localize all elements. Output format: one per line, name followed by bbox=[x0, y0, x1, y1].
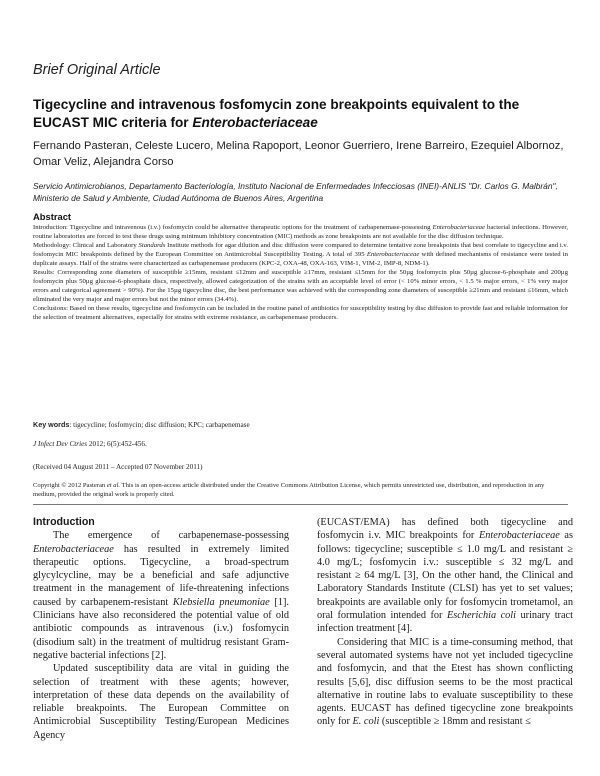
body-text: The emergence of carbapenemase-possessing bbox=[53, 530, 289, 542]
body-text: (susceptible ≥ 18mm and resistant ≤ bbox=[379, 716, 531, 728]
body-text: has resulted in extremely limited therapeutic options. Tigecycline, a broad-spectrum glycylcycline, may be a beneficial and safe adjunctive treatment in the management of life-threatening infections caused by carbapenem-resistant bbox=[33, 543, 289, 608]
abstract-text: with defined mechanisms of resistance were tested in duplicate assays. Half of the strains were characterized as carbapenemase producers (KPC-2, OXA-48, OXA-163, VIM-1, VIM-2, IMP-8, NDM-1). bbox=[33, 250, 569, 267]
body-paragraph bbox=[317, 516, 573, 636]
title-text: Tigecycline and intravenous fosfomycin zone breakpoints equivalent to the EUCAST MIC criteria for bbox=[33, 97, 520, 130]
organism-name: Enterobacteriaceae bbox=[33, 543, 114, 555]
abstract-body bbox=[33, 224, 568, 322]
keywords-label: Key words bbox=[33, 420, 70, 429]
abstract-text: Introduction: Tigecycline and intravenous (i.v.) fosfomycin could be alternative therapeutic options for the treatment of carbapenemase-possessing bbox=[33, 224, 433, 231]
copyright-text: et al. bbox=[106, 482, 121, 489]
journal-name: J Infect Dev Ctries bbox=[33, 440, 88, 448]
body-paragraph bbox=[317, 636, 573, 729]
title-organism: Enterobacteriaceae bbox=[192, 115, 318, 130]
organism-name: Enterobacteriaceae bbox=[366, 250, 420, 258]
introduction-heading: Introduction bbox=[33, 516, 95, 528]
copyright-text: Copyright © 2012 Pasteran bbox=[33, 482, 107, 489]
organism-name: Klebsiella pneumoniae bbox=[172, 596, 270, 608]
keywords-text: : tigecycline; fosfomycin; disc diffusion; KPC; carbapenemase bbox=[69, 421, 250, 429]
keywords bbox=[33, 420, 568, 429]
article-type-label: Brief Original Article bbox=[33, 62, 161, 78]
organism-name: E. coli bbox=[352, 716, 380, 728]
abstract-methodology bbox=[33, 242, 568, 269]
section-divider bbox=[33, 504, 568, 505]
body-text: Considering that MIC is a time-consuming method, that several automated systems have not yet included tigecycline and fosfomycin, and that the Etest has shown conflicting results [5,6], disc diffusion seems to be the most practical alternative in routine labs to evaluate susceptibility to these agents. EUCAST has defined tigecycline zone breakpoints only for bbox=[317, 636, 573, 728]
abstract-text: bacterial infections. However, routine laboratories are forced to test these drugs using minimum inhibitory concentration (MIC) methods as zone breakpoints are not available for the disc diffusion technique. bbox=[33, 224, 568, 240]
received-dates: (Received 04 August 2011 – Accepted 07 November 2011) bbox=[33, 463, 203, 471]
citation-details: 2012; 6(5):452-456. bbox=[87, 440, 147, 448]
article-title bbox=[33, 96, 568, 132]
copyright-notice bbox=[33, 481, 568, 499]
abstract-heading: Abstract bbox=[33, 211, 72, 222]
organism-name: Enterobacteriaceae bbox=[478, 530, 560, 542]
author-list: Fernando Pasteran, Celeste Lucero, Melina Rapoport, Leonor Guerriero, Irene Barreiro, Ezequiel Albornoz, Omar Veliz, Alejandra Corso bbox=[33, 140, 564, 168]
body-text: [1]. Clinicians have also reconsidered the potential value of old antibiotic compounds as intravenous (i.v.) fosfomycin (disodium salt) in the treatment of multidrug resistant Gram-negative bacterial infections [2]. bbox=[33, 596, 290, 661]
body-paragraph bbox=[33, 529, 289, 662]
body-paragraph: Updated susceptibility data are vital in guiding the selection of treatment with these agents; however, interpretation of these data depends on the availability of reliable breakpoints. The European Committee on Antimicrobial Susceptibility Testing/European Medicines Agency bbox=[33, 663, 289, 741]
body-text: as follows: tigecycline; susceptible ≤ 1.0 mg/L and resistant ≥ 4.0 mg/L; fosfomycin i.v.: susceptible ≤ 32 mg/L and resistant ≥ 64 mg/L [3], On the other hand, the Clinical and Laboratory Standards Institute (CLSI) has yet to set values; breakpoints are available only for fosfomycin trometamol, an oral formulation intended for bbox=[317, 530, 573, 622]
organism-name: Enterobacteriaceae bbox=[432, 224, 485, 231]
abstract-conclusions: Conclusions: Based on these results, tigecycline and fosfomycin can be included in the routine panel of antibiotics for susceptibility testing by disc diffusion to provide fast and reliable information for the selection of treatment alternatives, especially for strains with extreme resistance, as carbapenemase producers. bbox=[33, 304, 568, 321]
body-column-left bbox=[33, 516, 289, 742]
journal-citation bbox=[33, 440, 147, 448]
organism-name: Escherichia coli bbox=[446, 610, 517, 622]
abstract-text: Methodology: Clinical and Laboratory bbox=[33, 241, 139, 249]
body-text: (EUCAST/EMA) has defined both tigecycline and fosfomycin i.v. MIC breakpoints for bbox=[317, 517, 573, 542]
abstract-text: Institute methods for agar dilution and disc diffusion were compared to determine tentative zone breakpoints that best correlate to tigecycline and i.v. fosfomycin MIC breakpoints defined by the European Committee on Antimicrobial Susceptibility Testing. A total of 395 bbox=[33, 241, 568, 258]
abstract-introduction bbox=[33, 224, 568, 242]
body-column-right bbox=[317, 516, 573, 729]
body-text: urinary tract infection treatment [4]. bbox=[317, 610, 573, 635]
copyright-text: This is an open-access article distributed under the Creative Commons Attribution License, which permits unrestricted use, distribution, and reproduction in any medium, provided the original work is properly cited. bbox=[33, 482, 545, 498]
abstract-results: Results: Corresponding zone diameters of susceptible ≥15mm, resistant ≤12mm and susceptible ≥17mm, resistant ≤15mm for the 50µg fosfomycin plus 50µg glucose-6-phosphate and 200µg fosfomycin plus 50µg glucose-6-phosphate discs, respectively, allowed categorization of the strains with an acceptable level of error (< 10% minor errors, < 1.5 % major errors, < 1% very major errors and categorical agreement > 90%). For the 15µg tigecycline disc, the best performance was achieved with the corresponding zone diameters of susceptible ≥21mm and resistant ≤16mm, which eliminated the very major and major errors but not the minor errors (34.4%). bbox=[33, 268, 568, 303]
affiliation: Servicio Antimicrobianos, Departamento Bacteriología, Instituto Nacional de Enfermedades Infecciosas (INEI)-ANLIS "Dr. Carlos G. Malbrán", Ministerio de Salud y Ambiente, Ciudad Autónoma de Buenos Aires, Argentina bbox=[33, 181, 558, 203]
abstract-text: Standards bbox=[138, 241, 166, 249]
